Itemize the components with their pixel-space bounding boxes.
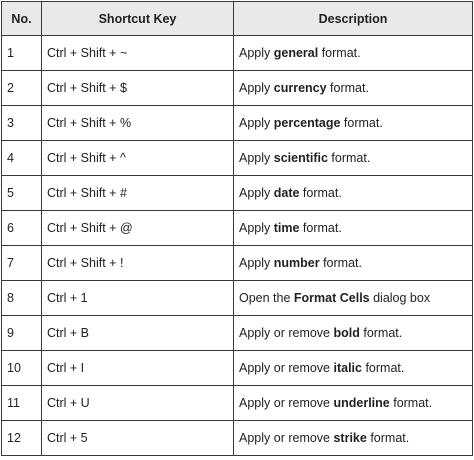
row-number: 12 [2, 421, 42, 456]
shortcut-key: Ctrl + 1 [42, 281, 234, 316]
description: Apply scientific format. [234, 141, 473, 176]
shortcut-key: Ctrl + Shift + @ [42, 211, 234, 246]
header-description: Description [234, 2, 473, 36]
table-row [2, 246, 473, 281]
row-number: 5 [2, 176, 42, 211]
shortcut-key: Ctrl + 5 [42, 421, 234, 456]
shortcut-key: Ctrl + Shift + % [42, 106, 234, 141]
description: Apply time format. [234, 211, 473, 246]
description: Apply or remove strike format. [234, 421, 473, 456]
row-number: 4 [2, 141, 42, 176]
table-row [2, 281, 473, 316]
table-row [2, 421, 473, 456]
shortcut-key: Ctrl + U [42, 386, 234, 421]
table-row [2, 386, 473, 421]
header-no: No. [2, 2, 42, 36]
description: Apply or remove bold format. [234, 316, 473, 351]
header-shortcut-key: Shortcut Key [42, 2, 234, 36]
description: Apply or remove italic format. [234, 351, 473, 386]
table-row [2, 316, 473, 351]
row-number: 3 [2, 106, 42, 141]
header-row [2, 2, 473, 36]
shortcut-key: Ctrl + I [42, 351, 234, 386]
table-row [2, 351, 473, 386]
shortcut-key: Ctrl + B [42, 316, 234, 351]
row-number: 7 [2, 246, 42, 281]
table-row [2, 176, 473, 211]
shortcut-key: Ctrl + Shift + ! [42, 246, 234, 281]
row-number: 1 [2, 36, 42, 71]
row-number: 10 [2, 351, 42, 386]
description: Open the Format Cells dialog box [234, 281, 473, 316]
row-number: 11 [2, 386, 42, 421]
table-row [2, 106, 473, 141]
description: Apply date format. [234, 176, 473, 211]
description: Apply or remove underline format. [234, 386, 473, 421]
row-number: 8 [2, 281, 42, 316]
row-number: 6 [2, 211, 42, 246]
shortcut-key: Ctrl + Shift + # [42, 176, 234, 211]
shortcut-key: Ctrl + Shift + $ [42, 71, 234, 106]
description: Apply general format. [234, 36, 473, 71]
description: Apply currency format. [234, 71, 473, 106]
table-row [2, 141, 473, 176]
table-row [2, 211, 473, 246]
description: Apply percentage format. [234, 106, 473, 141]
row-number: 9 [2, 316, 42, 351]
shortcut-table [1, 1, 473, 456]
row-number: 2 [2, 71, 42, 106]
shortcut-key: Ctrl + Shift + ^ [42, 141, 234, 176]
table-row [2, 36, 473, 71]
shortcut-key: Ctrl + Shift + ~ [42, 36, 234, 71]
table-row [2, 71, 473, 106]
description: Apply number format. [234, 246, 473, 281]
